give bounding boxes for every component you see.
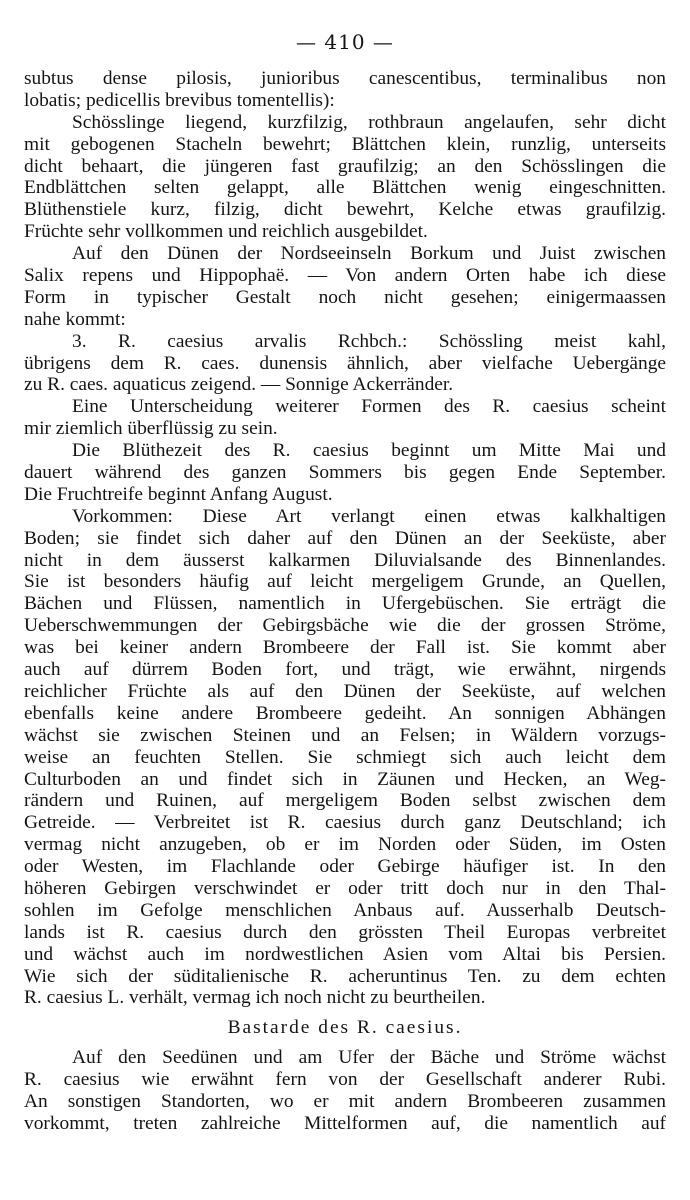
text-line: nahe kommt:	[24, 308, 126, 330]
text-line: wächst sie zwischen Steinen und an Felsen; in Wäldern vorzugs-	[24, 724, 666, 746]
text-line: reichlicher Früchte als auf den Dünen der Seeküste, auf welchen	[24, 680, 666, 702]
text-line: Auf den Dünen der Nordseeinseln Borkum und Juist zwischen	[72, 243, 666, 265]
text-line: rändern und Ruinen, auf mergeligem Boden selbst zwischen dem	[24, 790, 666, 812]
text-line: subtus dense pilosis, junioribus canescentibus, terminalibus non	[24, 68, 666, 89]
text-line: höheren Gebirgen verschwindet er oder tritt doch nur in den Thal-	[24, 877, 666, 899]
text-line: zu R. caes. aquaticus zeigend. — Sonnige Ackerränder.	[24, 374, 454, 396]
text-line: Bächen und Flüssen, namentlich in Ufergebüschen. Sie erträgt die	[24, 593, 666, 615]
text-line: Schösslinge liegend, kurzfilzig, rothbraun angelaufen, sehr dicht	[72, 111, 666, 133]
text-line: vermag nicht anzugeben, ob er im Norden oder Süden, im Osten	[24, 834, 666, 856]
text-line: R. caesius wie erwähnt fern von der Gesellschaft anderer Rubi.	[24, 1069, 666, 1091]
text-line: Salix repens und Hippophaë. — Von andern Orten habe ich diese	[24, 265, 666, 287]
text-line: Sie ist besonders häufig auf leicht mergeligem Grunde, an Quellen,	[24, 571, 666, 593]
text-line: 3. R. caesius arvalis Rchbch.: Schössling meist kahl,	[72, 330, 666, 352]
text-line: oder Westen, im Flachlande oder Gebirge häufiger ist. In den	[24, 856, 666, 878]
text-line: An sonstigen Standorten, wo er mit andern Brombeeren zusammen	[24, 1090, 666, 1112]
text-block-main	[24, 68, 666, 1009]
text-line: weise an feuchten Stellen. Sie schmiegt sich auch leicht dem	[24, 746, 666, 768]
text-line: Blüthenstiele kurz, filzig, dicht bewehrt, Kelche etwas graufilzig.	[24, 199, 666, 221]
text-line: mir ziemlich überflüssig zu sein.	[24, 418, 278, 440]
text-line: sohlen im Gefolge menschlichen Anbaus auf. Ausserhalb Deutsch-	[24, 899, 666, 921]
text-line: Auf den Seedünen und am Ufer der Bäche und Ströme wächst	[72, 1047, 666, 1069]
text-block-bastarde	[24, 1047, 666, 1135]
text-line: lobatis; pedicellis brevibus tomentellis):	[24, 89, 335, 111]
text-line: mit gebogenen Stacheln bewehrt; Blättchen klein, runzlig, unterseits	[24, 133, 666, 155]
text-line: Eine Unterscheidung weiterer Formen des R. caesius scheint	[72, 396, 666, 418]
text-line: Die Fruchtreife beginnt Anfang August.	[24, 483, 333, 505]
text-line: dicht behaart, die jüngeren fast graufilzig; an den Schösslingen die	[24, 155, 666, 177]
text-line: auch auf dürrem Boden fort, und trägt, wie erwähnt, nirgends	[24, 659, 666, 681]
text-line: Wie sich der süditalienische R. acheruntinus Ten. zu dem echten	[24, 965, 666, 987]
text-line: R. caesius L. verhält, vermag ich noch nicht zu beurtheilen.	[24, 987, 486, 1009]
text-line: lands ist R. caesius durch den grössten Theil Europas verbreitet	[24, 921, 666, 943]
page-number: — 410 —	[296, 30, 394, 54]
section-heading: Bastarde des R. caesius.	[227, 1017, 463, 1039]
text-line: Form in typischer Gestalt noch nicht gesehen; einigermaassen	[24, 286, 666, 308]
text-line: vorkommt, treten zahlreiche Mittelformen auf, die namentlich auf	[24, 1112, 666, 1134]
text-line: Culturboden an und findet sich in Zäunen und Hecken, an Weg-	[24, 768, 666, 790]
text-line: nicht in dem äusserst kalkarmen Diluvialsande des Binnenlandes.	[24, 549, 666, 571]
text-line: Die Blüthezeit des R. caesius beginnt um Mitte Mai und	[72, 440, 666, 462]
text-line: Früchte sehr vollkommen und reichlich ausgebildet.	[24, 221, 428, 243]
text-line: und wächst auch im nordwestlichen Asien vom Altai bis Persien.	[24, 943, 666, 965]
body-text	[24, 68, 666, 1135]
text-line: Endblättchen selten gelappt, alle Blättchen wenig eingeschnitten.	[24, 177, 666, 199]
text-line: Ueberschwemmungen der Gebirgsbäche wie die der grossen Ströme,	[24, 615, 666, 637]
text-line: was bei keiner andern Brombeere der Fall ist. Sie kommt aber	[24, 637, 666, 659]
text-line: Getreide. — Verbreitet ist R. caesius durch ganz Deutschland; ich	[24, 812, 666, 834]
text-line: übrigens dem R. caes. dunensis ähnlich, aber vielfache Uebergänge	[24, 352, 666, 374]
text-line: Boden; sie findet sich daher auf den Dünen an der Seeküste, aber	[24, 527, 666, 549]
text-line: Vorkommen: Diese Art verlangt einen etwas kalkhaltigen	[72, 505, 666, 527]
text-line: ebenfalls keine andere Brombeere gedeiht. An sonnigen Abhängen	[24, 702, 666, 724]
text-line: dauert während des ganzen Sommers bis gegen Ende September.	[24, 462, 666, 484]
